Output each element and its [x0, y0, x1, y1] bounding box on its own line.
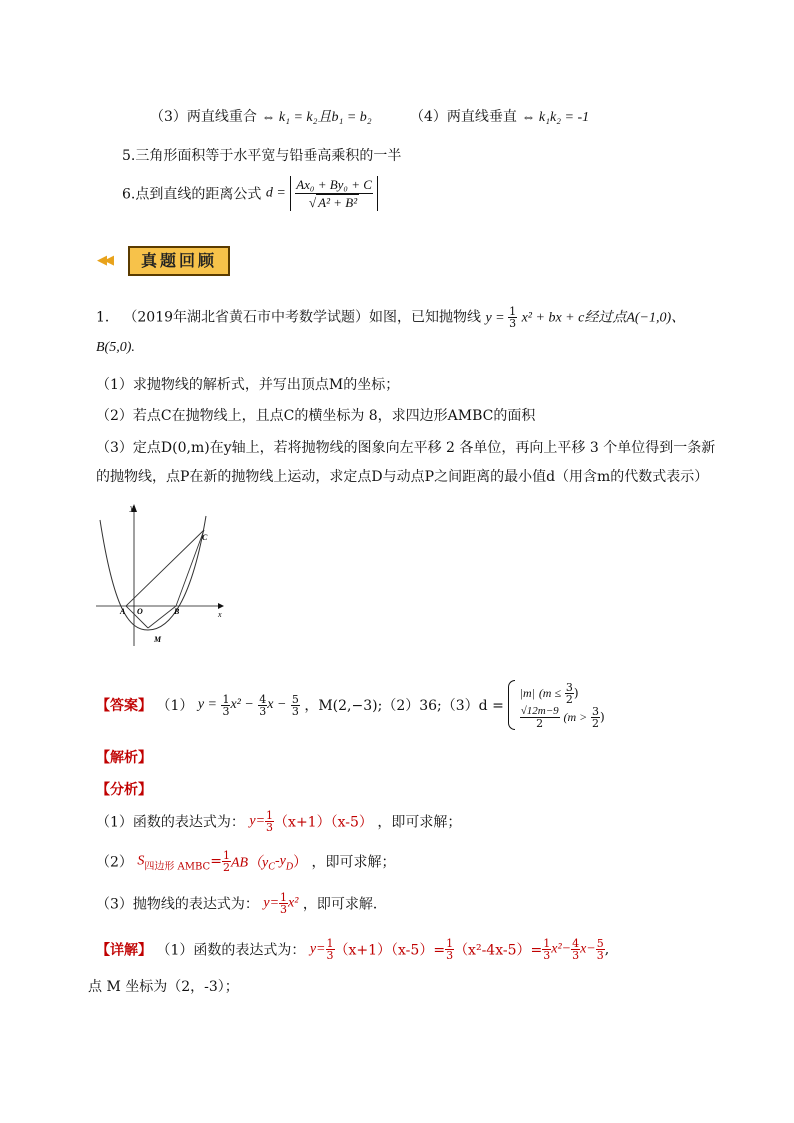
- problem-line-2: B(5,0).: [96, 340, 135, 355]
- analysis-3-prefix: （3）抛物线的表达式为：: [96, 896, 259, 913]
- distance-abs: [290, 176, 378, 211]
- detail-1-frac-4-den: 3: [572, 949, 580, 962]
- formula-item-4: [410, 106, 589, 126]
- question-3-line-1: （3）定点D(0,m)在y轴上，若将抛物线的图象向左平移 2 各单位，再向上平移 3 个单位得到一条新: [96, 440, 716, 456]
- curve-frac-num: 1: [509, 305, 517, 318]
- question-1: （1）求抛物线的解析式，并写出顶点M的坐标；: [96, 377, 400, 393]
- piecewise-cases: [520, 681, 605, 729]
- analysis-2-sub-c: C: [268, 861, 275, 873]
- answer-line: [96, 680, 605, 730]
- problem-line-1: [96, 306, 685, 329]
- label-x: x: [218, 610, 222, 619]
- case-2-num: √12m−9: [520, 705, 559, 717]
- curve-frac-den: 3: [509, 317, 517, 330]
- analysis-1: [96, 810, 461, 833]
- detail-1-frac-5-num: 5: [596, 937, 604, 950]
- answer-part-1: （1）: [156, 698, 194, 714]
- analysis-3-den: 3: [280, 903, 288, 916]
- curve-lhs: y =: [485, 310, 509, 326]
- case-2-den: 2: [536, 717, 544, 730]
- parabola-curve: [100, 516, 206, 630]
- answer-frac-1-num: 1: [222, 692, 230, 706]
- formula-item-5: 5.三角形面积等于水平宽与铅垂高乘积的一半: [122, 148, 402, 164]
- answer-frac-1-den: 3: [222, 704, 230, 718]
- analysis-3-tail: ，即可求解．: [302, 896, 387, 913]
- case-1-condition: (m ≤: [538, 686, 562, 700]
- question-2: （2）若点C在抛物线上，且点C的横坐标为 8，求四边形AMBC的面积: [96, 408, 536, 424]
- answer-vertex: ，M(2,−3);（2）36;（3）d =: [304, 698, 504, 714]
- item6-lhs: d =: [265, 185, 286, 201]
- piecewise-case-2: [520, 705, 605, 729]
- label-o: O: [137, 607, 143, 616]
- case-2-condition: (m >: [563, 710, 588, 724]
- detail-1-frac-5: [596, 938, 605, 961]
- analysis-2-subscript: 四边形 AMBC: [144, 861, 211, 873]
- formula-item-6: [122, 176, 378, 211]
- detail-1-y: y=: [309, 941, 326, 957]
- case-2-close: ): [600, 710, 605, 724]
- detail-1-frac-3-den: 3: [543, 949, 551, 962]
- item4-label: （4）两直线垂直: [410, 109, 517, 125]
- distance-fraction: [295, 176, 373, 211]
- detail-label: 【详解】: [96, 942, 152, 959]
- curve-fraction: [508, 306, 517, 329]
- analysis-sub-label: 【分析】: [96, 782, 152, 798]
- distance-denominator: √ A² + B²: [309, 195, 358, 210]
- label-b: B: [174, 607, 180, 616]
- analysis-2: [96, 850, 396, 873]
- analysis-2-tail: ，即可求解；: [311, 854, 396, 871]
- analysis-2-prefix: （2）: [96, 854, 133, 871]
- label-y: y: [130, 503, 134, 512]
- analysis-2-eq: =: [210, 853, 222, 870]
- case-1-num: 3: [565, 681, 573, 694]
- case-1-close: ): [573, 686, 579, 700]
- analysis-3: [96, 892, 387, 915]
- item6-label: 6.点到直线的距离公式: [122, 186, 262, 203]
- case-2-fraction: [591, 706, 600, 729]
- label-a: A: [120, 607, 126, 616]
- analysis-1-num: 1: [266, 809, 274, 822]
- item3-label: （3）两直线重合: [150, 109, 257, 125]
- analysis-3-num: 1: [280, 891, 288, 904]
- case-2-value: [520, 706, 560, 729]
- analysis-2-s: S: [137, 853, 145, 869]
- detail-1-frac-2-num: 1: [446, 937, 454, 950]
- answer-frac-3: [291, 694, 300, 717]
- detail-1-part-3: x²−: [551, 941, 572, 957]
- analysis-2-fraction: [222, 850, 231, 873]
- analysis-1-prefix: （1）函数的表达式为：: [96, 814, 245, 831]
- analysis-2-close: ）: [293, 854, 308, 871]
- analysis-label: 【解析】: [96, 750, 152, 766]
- detail-1-frac-1-num: 1: [326, 937, 334, 950]
- analysis-2-sub-d: D: [285, 861, 294, 873]
- detail-1-part-2: （x²-4x-5）=: [454, 942, 543, 959]
- answer-frac-2-num: 4: [259, 692, 267, 706]
- label-m: M: [154, 635, 162, 644]
- item3-expression: ⇔ k₁ = k₂且b₁ = b₂: [261, 110, 372, 125]
- detail-1-frac-5-den: 3: [596, 949, 604, 962]
- analysis-2-den: 2: [222, 861, 230, 874]
- analysis-1-y: y=: [249, 813, 266, 829]
- detail-1: [96, 938, 609, 961]
- analysis-3-rest: x²: [288, 895, 299, 911]
- formula-item-3: [150, 106, 372, 126]
- answer-frac-2-den: 3: [259, 704, 267, 718]
- case-1-den: 2: [565, 693, 573, 706]
- double-triangle-left-icon: ◀◀: [97, 253, 111, 268]
- item4-expression: ⇔ k₁k₂ = -1: [521, 110, 590, 125]
- detail-1-frac-3: [542, 938, 551, 961]
- analysis-1-tail: ，即可求解；: [377, 814, 462, 831]
- answer-label: 【答案】: [96, 698, 152, 714]
- answer-frac-2: [258, 694, 267, 717]
- detail-1-part-1: （x+1）（x-5）=: [334, 942, 446, 959]
- problem-number: 1．: [96, 309, 119, 326]
- analysis-1-den: 3: [266, 821, 274, 834]
- parabola-figure: [94, 500, 230, 650]
- analysis-2-rest: AB（y: [230, 855, 269, 871]
- section-badge: 真题回顾: [128, 246, 230, 276]
- answer-frac-3-num: 5: [291, 692, 299, 706]
- answer-term-1: x² −: [230, 697, 254, 712]
- detail-1-frac-2: [445, 938, 454, 961]
- analysis-1-rest: （x+1）（x-5）: [274, 814, 373, 831]
- distance-numerator: Ax₀ + By₀ + C: [296, 177, 372, 192]
- case-1-fraction: [565, 682, 574, 705]
- detail-2: 点 M 坐标为（2，-3）；: [88, 979, 239, 995]
- detail-1-prefix: （1）函数的表达式为：: [156, 942, 306, 959]
- detail-1-frac-4-num: 4: [572, 937, 580, 950]
- analysis-2-num: 1: [222, 849, 230, 862]
- detail-1-part-4: x−: [580, 941, 596, 957]
- problem-source: （2019年湖北省黄石市中考数学试题）如图，已知抛物线: [123, 309, 482, 326]
- segment-bc: [176, 530, 204, 606]
- label-c: C: [202, 533, 208, 542]
- distance-denominator-radicand: A² + B²: [318, 195, 358, 210]
- case-2-cond-num: 3: [592, 705, 600, 718]
- piecewise-case-1: [520, 681, 605, 705]
- analysis-3-fraction: [279, 892, 288, 915]
- x-axis-arrow: [218, 603, 224, 609]
- curve-rest: x² + bx + c经过点A(−1,0)、: [521, 310, 686, 326]
- piecewise-bracket: [508, 680, 515, 730]
- analysis-3-y: y=: [263, 895, 280, 911]
- segment-ac: [126, 530, 204, 606]
- case-1-value: |m|: [519, 686, 535, 700]
- detail-1-frac-3-num: 1: [543, 937, 551, 950]
- detail-1-end: ,: [604, 941, 610, 958]
- answer-frac-3-den: 3: [291, 704, 299, 718]
- question-3-line-2: 的抛物线，点P在新的抛物线上运动，求定点D与动点P之间距离的最小值d（用含m的代数式表示）: [96, 469, 709, 485]
- analysis-1-fraction: [265, 810, 274, 833]
- detail-1-frac-1-den: 3: [326, 949, 334, 962]
- answer-term-2: x −: [267, 697, 287, 712]
- analysis-2-mid: -y: [274, 853, 286, 869]
- case-2-cond-den: 2: [592, 717, 600, 730]
- detail-1-frac-2-den: 3: [446, 949, 454, 962]
- answer-y: y =: [197, 697, 217, 712]
- detail-1-frac-1: [326, 938, 335, 961]
- detail-1-frac-4: [571, 938, 580, 961]
